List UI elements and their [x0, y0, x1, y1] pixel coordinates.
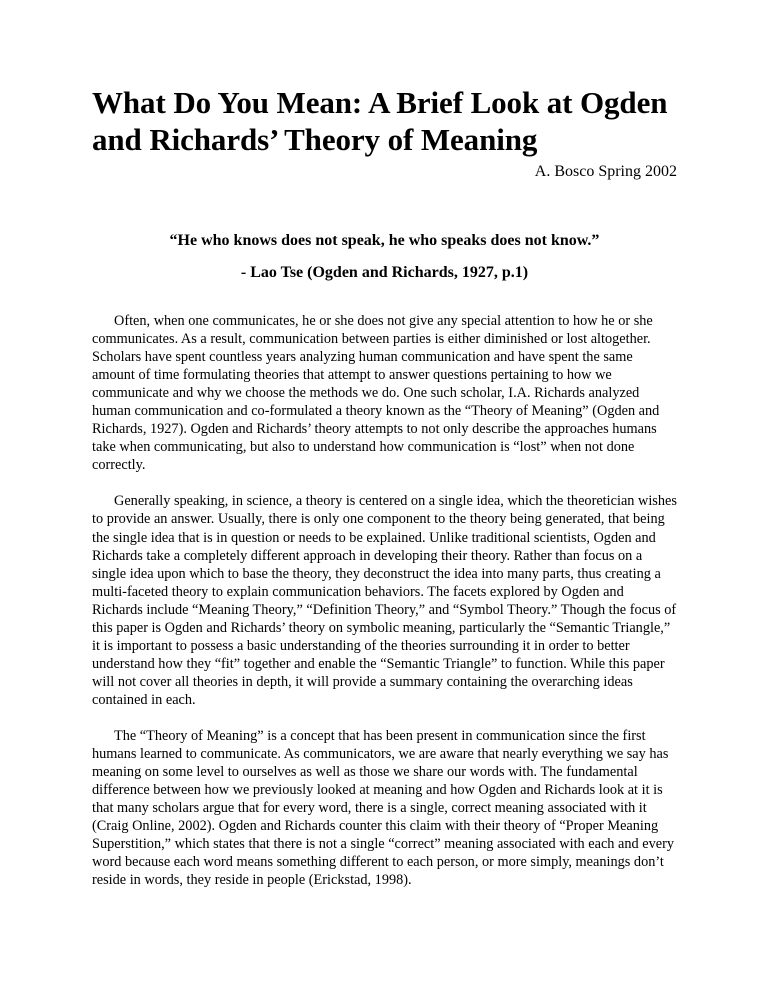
author-line: A. Bosco Spring 2002 [534, 163, 677, 180]
paragraph-2: Generally speaking, in science, a theory is centered on a single idea, which the theoretician wishes to provide an answer. Usually, there is only one component to the theory being generated, that being the single idea that is in question or needs to be explained. Unlike traditional scientists, Ogden and Richards take a completely different approach in developing their theory. Rather than focus on a single idea upon which to base the theory, they deconstruct the idea into many parts, thus creating a multi-faceted theory to explain communication behaviors. The facets explored by Ogden and Richards include “Meaning Theory,” “Definition Theory,” and “Symbol Theory.” Though the focus of this paper is Ogden and Richards’ theory on symbolic meaning, particularly the “Semantic Triangle,” it is important to possess a basic understanding of the theories surrounding it in order to better understand how they “fit” together and enable the “Semantic Triangle” to function. While this paper will not cover all theories in depth, it will provide a summary containing the overarching ideas contained in each. [92, 493, 677, 708]
paragraph-3: The “Theory of Meaning” is a concept that has been present in communication since the first humans learned to communicate. As communicators, we are aware that nearly everything we say has meaning on some level to ourselves as well as those we share our words with. The fundamental difference between how we previously looked at meaning and how Ogden and Richards look at it is that many scholars argue that for every word, there is a single, correct meaning associated with it (Craig Online, 2002). Ogden and Richards counter this claim with their theory of “Proper Meaning Superstition,” which states that there is not a single “correct” meaning associated with each and every word because each word means something different to each person, or more simply, meanings don’t reside in words, they reside in people (Erickstad, 1998). [92, 727, 674, 889]
paragraph-1: Often, when one communicates, he or she does not give any special attention to how he or she communicates. As a result, communication between parties is either diminished or lost altogether. Scholars have spent countless years analyzing human communication and have spent the same amount of time formulating theories that attempt to answer questions pertaining to how we communicate and why we choose the methods we do. One such scholar, I.A. Richards analyzed human communication and co-formulated a theory known as the “Theory of Meaning” (Ogden and Richards, 1927). Ogden and Richards’ theory attempts to not only describe the approaches humans take when communicating, but also to understand how communication is “lost” when not done correctly. [92, 313, 660, 474]
document-title: What Do You Mean: A Brief Look at Ogden and Richards’ Theory of Meaning [92, 85, 668, 157]
epigraph-attribution: - Lao Tse (Ogden and Richards, 1927, p.1) [240, 264, 529, 281]
epigraph-quote: “He who knows does not speak, he who speaks does not know.” [169, 232, 600, 249]
body-text [92, 312, 677, 907]
